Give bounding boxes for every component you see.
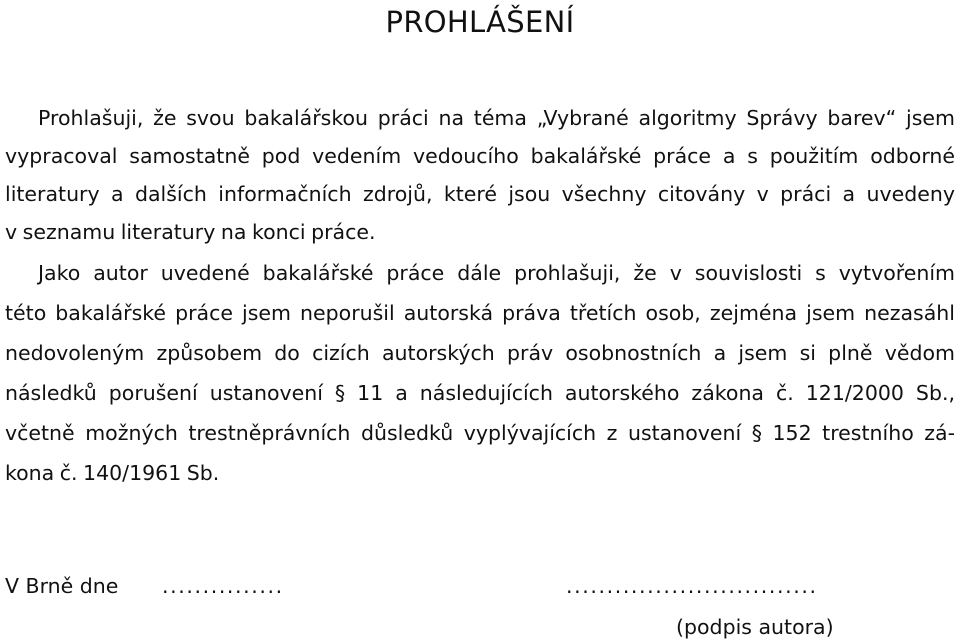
declaration-paragraph-1 <box>5 99 955 251</box>
paragraph-1-line: vypracoval samostatně pod vedením vedoucího bakalářské práce a s použitím odborné <box>5 144 955 168</box>
date-blank-dots: ............... <box>162 574 284 598</box>
paragraph-1-line: Prohlašuji, že svou bakalářskou práci na téma „Vybrané algoritmy Správy barev“ jsem <box>38 106 955 130</box>
signature-caption: (podpis autora) <box>676 615 834 639</box>
paragraph-1-line: v seznamu literatury na konci práce. <box>5 220 376 244</box>
paragraph-2-line: Jako autor uvedené bakalářské práce dále prohlašuji, že v souvislosti s vytvořením <box>38 261 955 285</box>
paragraph-2-line: této bakalářské práce jsem neporušil autorská práva třetích osob, zejména jsem nezasáhl <box>5 301 955 325</box>
paragraph-2-line: následků porušení ustanovení § 11 a následujících autorského zákona č. 121/2000 Sb., <box>5 381 955 405</box>
paragraph-2-line: nedovoleným způsobem do cizích autorských práv osobnostních a jsem si plně vědom <box>5 341 955 365</box>
page-title: PROHLÁŠENÍ <box>385 5 575 39</box>
declaration-paragraph-2 <box>5 253 955 493</box>
place-date-label: V Brně dne <box>5 574 119 598</box>
signature-blank-dots: ............................... <box>566 574 818 598</box>
paragraph-2-line: kona č. 140/1961 Sb. <box>5 461 220 485</box>
paragraph-2-line: včetně možných trestněprávních důsledků vyplývajících z ustanovení § 152 trestního zá- <box>5 421 955 445</box>
paragraph-1-line: literatury a dalších informačních zdrojů, které jsou všechny citovány v práci a uvedeny <box>5 182 955 206</box>
